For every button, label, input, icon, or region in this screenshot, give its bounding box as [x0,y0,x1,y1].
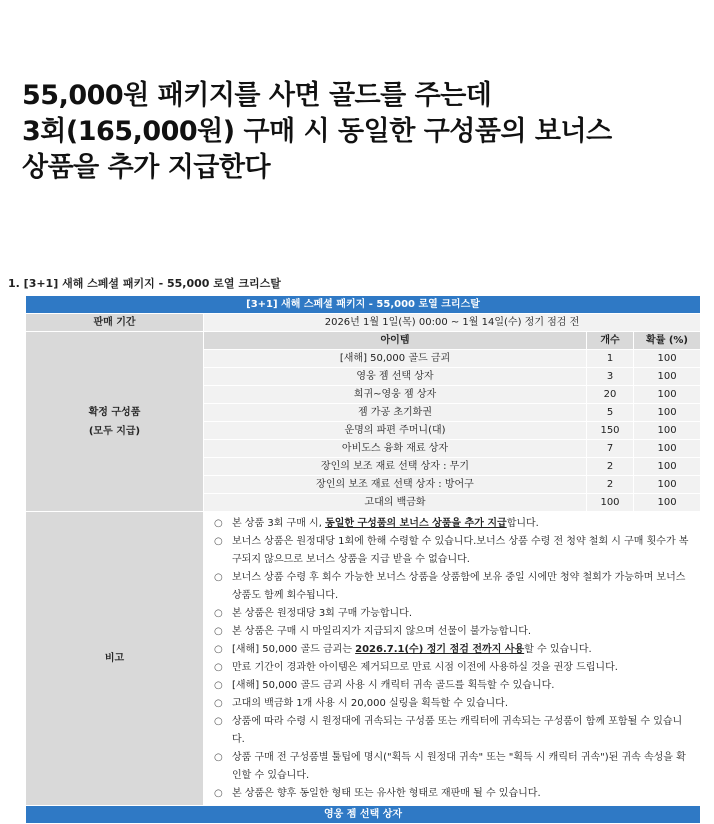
note-item [212,569,694,605]
bullet-icon: ○ [214,698,223,709]
note-text: 할 수 있습니다. [524,644,592,655]
note-text: 상품에 따라 수령 시 원정대에 귀속되는 구성품 또는 캐릭터에 귀속되는 구성품이 함께 포함될 수 있습니다. [232,716,683,745]
package-table [25,295,701,824]
item-count: 3 [587,368,634,386]
headline-line-1: 55,000원 패키지를 사면 골드를 주는데 [22,80,492,111]
sale-period-label: 판매 기간 [26,314,204,332]
item-prob: 100 [634,422,701,440]
note-text: [새해] 50,000 골드 금괴 사용 시 캐릭터 귀속 골드를 획득할 수 있습니다. [232,680,555,691]
item-prob: 100 [634,350,701,368]
note-text: 고대의 백금화 1개 사용 시 20,000 실링을 획득할 수 있습니다. [232,698,508,709]
note-text: 만료 기간이 경과한 아이템은 제거되므로 만료 시점 이전에 사용하실 것을 권장 드립니다. [232,662,618,673]
note-item [212,713,694,749]
components-label [26,332,204,512]
bullet-icon: ○ [214,644,223,655]
note-text: 보너스 상품 수령 후 회수 가능한 보너스 상품을 상품함에 보유 중일 시에만 청약 철회가 가능하며 보너스 상품도 함께 회수됩니다. [232,572,686,601]
table-title: [3+1] 새해 스페셜 패키지 - 55,000 로열 크리스탈 [26,296,701,314]
bullet-icon: ○ [214,536,223,547]
note-item [212,533,694,569]
item-name: 고대의 백금화 [204,494,587,512]
note-item [212,659,694,677]
headline-line-2: 3회(165,000원) 구매 시 동일한 구성품의 보너스 [22,116,612,147]
item-count: 150 [587,422,634,440]
note-text: 본 상품은 원정대당 3회 구매 가능합니다. [232,608,412,619]
note-item [212,641,694,659]
item-prob: 100 [634,494,701,512]
bullet-icon: ○ [214,572,223,583]
sale-period-value: 2026년 1월 1일(목) 00:00 ~ 1월 14일(수) 정기 점검 전 [204,314,701,332]
item-prob: 100 [634,476,701,494]
item-prob: 100 [634,458,701,476]
item-prob: 100 [634,386,701,404]
item-count: 20 [587,386,634,404]
item-prob: 100 [634,368,701,386]
note-text: 보너스 상품은 원정대당 1회에 한해 수령할 수 있습니다.보너스 상품 수령 전 청약 철회 시 구매 횟수가 복구되지 않으므로 보너스 상품을 지급 받을 수 없습니다. [232,536,689,565]
note-emphasis: 동일한 구성품의 보너스 상품을 추가 지급 [325,518,507,529]
bullet-icon: ○ [214,680,223,691]
bullet-icon: ○ [214,662,223,673]
item-name: 장인의 보조 재료 선택 상자 : 무기 [204,458,587,476]
item-name: 운명의 파편 주머니(대) [204,422,587,440]
notes-cell [204,512,701,806]
item-name: 희귀~영웅 젬 상자 [204,386,587,404]
item-count: 1 [587,350,634,368]
components-label-line-1: 확정 구성품 [88,406,141,418]
note-item [212,749,694,785]
note-item [212,785,694,803]
item-name: [새해] 50,000 골드 금괴 [204,350,587,368]
item-count: 7 [587,440,634,458]
note-emphasis: 2026.7.1(수) 정기 점검 전까지 사용 [355,644,525,655]
col-prob-header: 확률 (%) [634,332,701,350]
note-item [212,695,694,713]
note-item [212,605,694,623]
bullet-icon: ○ [214,788,223,799]
item-name: 장인의 보조 재료 선택 상자 : 방어구 [204,476,587,494]
bullet-icon: ○ [214,716,223,727]
item-count: 100 [587,494,634,512]
note-item [212,677,694,695]
item-prob: 100 [634,440,701,458]
note-text: 본 상품 3회 구매 시, [232,518,326,529]
headline [22,78,702,186]
note-text: 상품 구매 전 구성품별 툴팁에 명시("획득 시 원정대 귀속" 또는 "획득 시 캐릭터 귀속")된 귀속 속성을 확인할 수 있습니다. [232,752,686,781]
item-name: 영웅 젬 선택 상자 [204,368,587,386]
bullet-icon: ○ [214,752,223,763]
components-label-line-2: (모두 지급) [88,425,141,437]
item-prob: 100 [634,404,701,422]
next-table-title: 영웅 젬 선택 상자 [26,806,701,824]
item-count: 2 [587,458,634,476]
note-item [212,623,694,641]
item-name: 아비도스 융화 재료 상자 [204,440,587,458]
note-item [212,515,694,533]
note-text: 합니다. [506,518,539,529]
col-count-header: 개수 [587,332,634,350]
bullet-icon: ○ [214,518,223,529]
notes-label: 비고 [26,512,204,806]
note-text: [새해] 50,000 골드 금괴는 [232,644,356,655]
note-text: 본 상품은 향후 동일한 형태 또는 유사한 형태로 재판매 될 수 있습니다. [232,788,541,799]
notes-list [212,515,694,803]
headline-line-3: 상품을 추가 지급한다 [22,152,271,183]
bullet-icon: ○ [214,608,223,619]
item-count: 5 [587,404,634,422]
note-text: 본 상품은 구매 시 마일리지가 지급되지 않으며 선물이 불가능합니다. [232,626,532,637]
section-title: 1. [3+1] 새해 스페셜 패키지 - 55,000 로열 크리스탈 [8,277,281,290]
item-count: 2 [587,476,634,494]
bullet-icon: ○ [214,626,223,637]
item-name: 젬 가공 초기화권 [204,404,587,422]
col-item-header: 아이템 [204,332,587,350]
